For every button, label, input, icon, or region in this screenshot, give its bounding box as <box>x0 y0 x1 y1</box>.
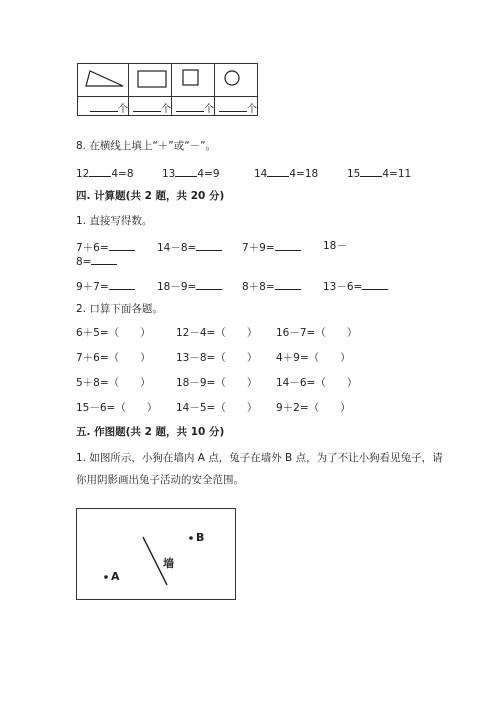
answer-blank[interactable] <box>89 166 111 177</box>
calc-item: 7＋9= <box>242 240 301 255</box>
unit-label: 个 <box>118 104 128 115</box>
answer-blank[interactable] <box>109 279 135 290</box>
oral-calc-item[interactable]: 9＋2=（ ） <box>276 402 351 414</box>
unit-label: 个 <box>161 104 171 115</box>
answer-blank[interactable] <box>175 166 197 177</box>
point-b-dot <box>189 536 193 540</box>
point-b-label: B <box>196 531 205 544</box>
point-a-label: A <box>111 570 120 583</box>
square-cell <box>172 64 215 97</box>
oral-calc-item[interactable]: 15－6=（ ） <box>76 402 158 414</box>
unit-label: 个 <box>204 104 214 115</box>
answer-blank[interactable] <box>362 279 388 290</box>
calc-item: 8＋8= <box>242 279 301 294</box>
q8-item: 14 4=18 <box>254 168 319 180</box>
square-count-cell[interactable] <box>172 97 215 116</box>
oral-calc-item[interactable]: 16－7=（ ） <box>276 327 358 339</box>
unit-label: 个 <box>247 104 257 115</box>
triangle-count-cell[interactable] <box>78 97 129 116</box>
figure-canvas <box>77 509 235 599</box>
oral-calc-item[interactable]: 12－4=（ ） <box>176 327 258 339</box>
triangle-icon <box>78 64 128 92</box>
section-5-heading: 五. 作图题(共 2 题，共 10 分) <box>76 426 225 438</box>
q4-2-title: 2. 口算下面各题。 <box>76 303 163 315</box>
q5-1-text-line2: 你用阴影画出兔子活动的安全范围。 <box>76 474 244 486</box>
rectangle-count-cell[interactable] <box>129 97 172 116</box>
rectangle-cell <box>129 64 172 97</box>
calc-item-cont: 8= <box>76 254 117 269</box>
calc-item: 7＋6= <box>76 240 135 255</box>
q4-1-title: 1. 直接写得数。 <box>76 215 153 227</box>
circle-count-cell[interactable] <box>215 97 258 116</box>
q8-item: 12 4=8 <box>76 168 134 180</box>
oral-calc-item[interactable]: 6＋5=（ ） <box>76 327 151 339</box>
q5-1-text-line1: 1. 如图所示，小狗在墙内 A 点，兔子在墙外 B 点，为了不让小狗看见兔子，请 <box>76 452 443 464</box>
wall-label: 墙 <box>163 557 174 570</box>
circle-cell <box>215 64 258 97</box>
section-4-heading: 四. 计算题(共 2 题，共 20 分) <box>76 190 225 202</box>
triangle-cell <box>78 64 129 97</box>
shape-count-table <box>77 63 258 116</box>
q8-title: 8. 在横线上填上“＋”或“－”。 <box>76 140 217 152</box>
oral-calc-item[interactable]: 13－8=（ ） <box>176 352 258 364</box>
calc-item: 13－6= <box>323 279 388 294</box>
answer-blank[interactable] <box>91 254 117 265</box>
circle-icon <box>215 64 257 92</box>
drawing-figure[interactable] <box>76 508 236 600</box>
answer-blank[interactable] <box>109 240 135 251</box>
answer-blank[interactable] <box>196 240 222 251</box>
calc-item: 18－ <box>323 240 347 252</box>
oral-calc-item[interactable]: 14－5=（ ） <box>176 402 258 414</box>
answer-blank[interactable] <box>275 240 301 251</box>
square-icon <box>172 64 214 92</box>
q8-item: 13 4=9 <box>162 168 220 180</box>
calc-item: 18－9= <box>157 279 222 294</box>
oral-calc-item[interactable]: 5＋8=（ ） <box>76 377 151 389</box>
oral-calc-item[interactable]: 14－6=（ ） <box>276 377 358 389</box>
calc-item: 9＋7= <box>76 279 135 294</box>
answer-blank[interactable] <box>267 166 289 177</box>
oral-calc-item[interactable]: 4＋9=（ ） <box>276 352 351 364</box>
calc-item: 14－8= <box>157 240 222 255</box>
answer-blank[interactable] <box>275 279 301 290</box>
rectangle-icon <box>129 64 171 92</box>
oral-calc-item[interactable]: 7＋6=（ ） <box>76 352 151 364</box>
oral-calc-item[interactable]: 18－9=（ ） <box>176 377 258 389</box>
q8-item: 15 4=11 <box>347 168 412 180</box>
answer-blank[interactable] <box>360 166 382 177</box>
answer-blank[interactable] <box>196 279 222 290</box>
point-a-dot <box>104 575 108 579</box>
